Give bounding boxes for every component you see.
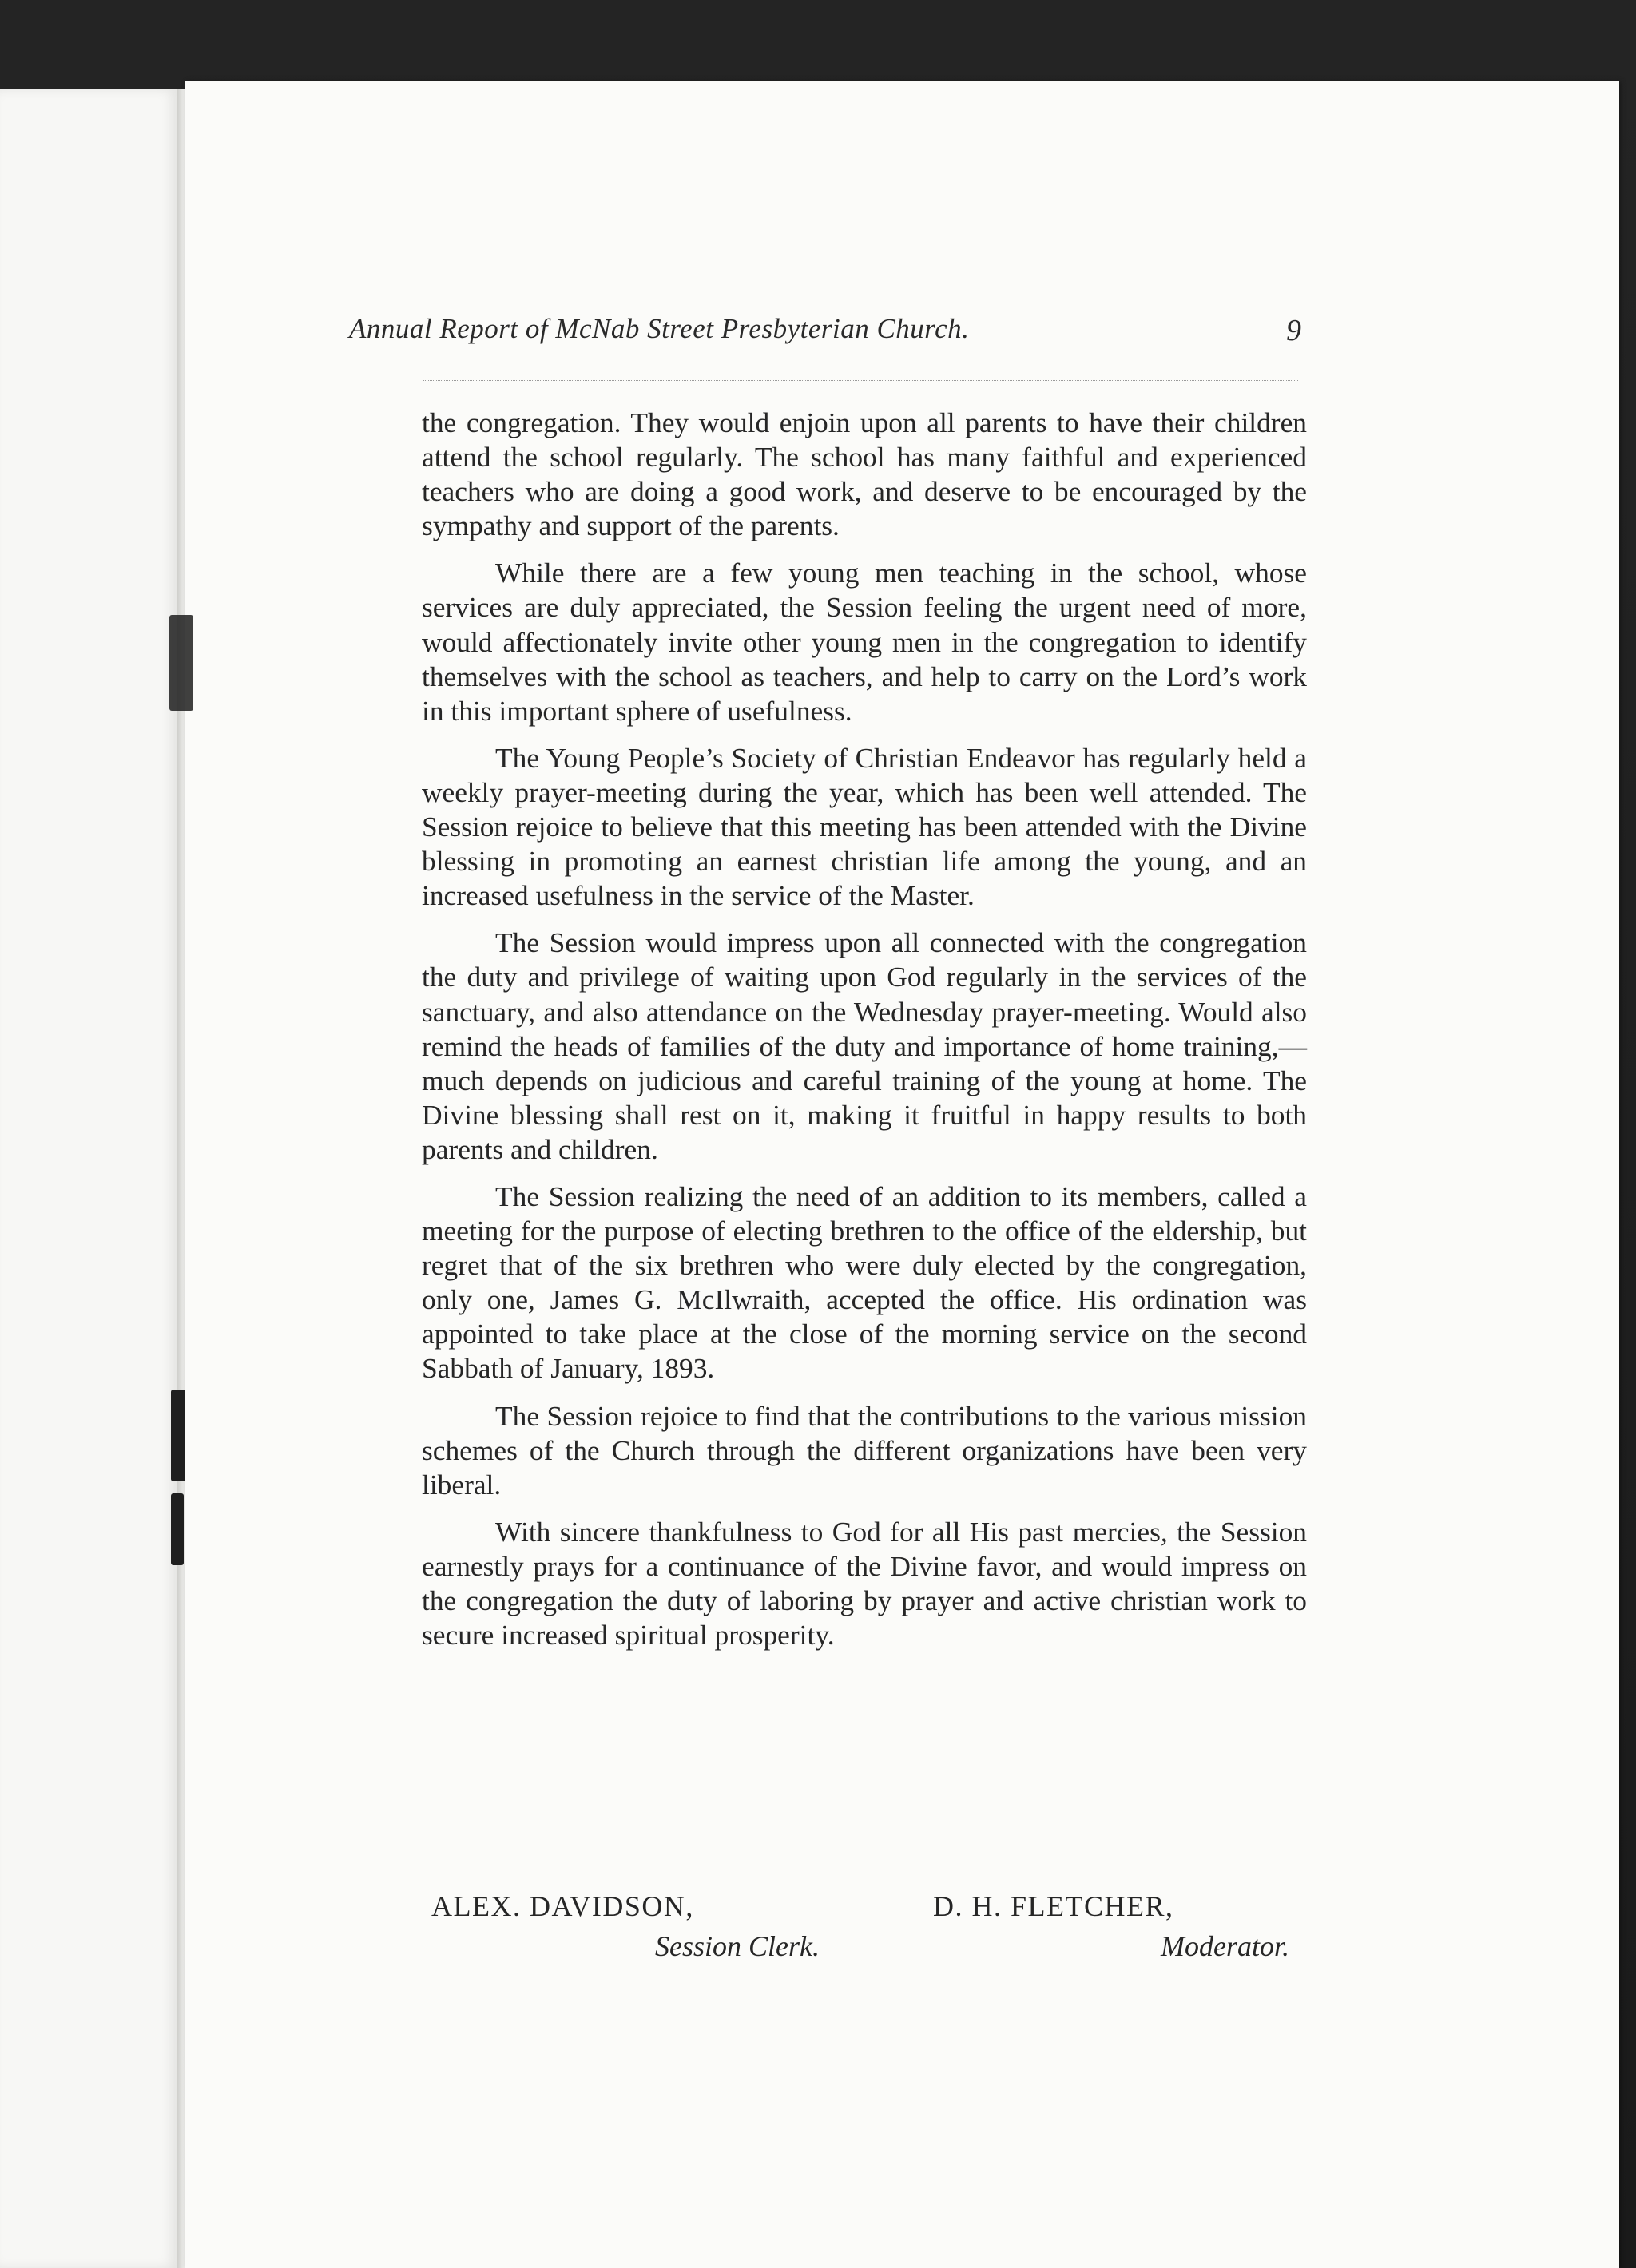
- paragraph-6: The Session rejoice to find that the contributions to the various mission schemes of the Church through the different organizations have been very liberal.: [422, 1399, 1307, 1501]
- binding-mark-3: [171, 1493, 184, 1565]
- paragraph-2: While there are a few young men teaching in the school, whose services are duly appreciated, the Session feeling the urgent need of more, would affectionately invite other young men in the congregation to identify themselves with the school as teachers, and help to carry on the Lord’s work in this important sphere of usefulness.: [422, 557, 1307, 727]
- paragraph-5: The Session realizing the need of an addition to its members, called a meeting for the purpose of electing brethren to the office of the eldership, but regret that of the six brethren who were duly elected by the congregation, only one, James G. McIlwraith, accepted the office. His ordination was appointed to take place at the close of the morning service on the second Sabbath of January, 1893.: [422, 1180, 1307, 1385]
- header-rule: [423, 380, 1298, 381]
- facing-page-edge: [0, 89, 180, 2268]
- binding-mark-1: [169, 615, 193, 711]
- signature-right-title: Moderator.: [1161, 1930, 1289, 1962]
- signature-left-title: Session Clerk.: [655, 1930, 820, 1962]
- signature-right-name: D. H. FLETCHER,: [933, 1890, 1174, 1922]
- paragraph-4: The Session would impress upon all connected with the congregation the duty and privilege of waiting upon God regularly in the services of the sanctuary, and also attendance on the Wednesday prayer-meeting. Would also remind the heads of families of the duty and importance of home training,—much depends on judicious and careful training of the young at home. The Divine blessing shall rest on it, making it fruitful in happy results to both parents and children.: [422, 926, 1307, 1165]
- page-number: 9: [1286, 314, 1301, 347]
- paragraph-7: With sincere thankfulness to God for all His past mercies, the Session earnestly prays for a continuance of the Divine favor, and would impress on the congregation the duty of laboring by prayer and active christian work to secure increased spiritual prosperity.: [422, 1515, 1307, 1651]
- signature-left-name: ALEX. DAVIDSON,: [431, 1890, 694, 1922]
- book-gutter: [177, 89, 185, 2268]
- body-text: [422, 406, 1307, 1652]
- paragraph-3: The Young People’s Society of Christian Endeavor has regularly held a weekly prayer-meeting during the year, which has been well attended. The Session rejoice to believe that this meeting has been attended with the Divine blessing in promoting an earnest christian life among the young, and an increased usefulness in the service of the Master.: [422, 741, 1307, 912]
- paragraph-1: the congregation. They would enjoin upon all parents to have their children attend the school regularly. The school has many faithful and experienced teachers who are doing a good work, and deserve to be encouraged by the sympathy and support of the parents.: [422, 406, 1307, 542]
- binding-mark-2: [171, 1390, 185, 1481]
- running-head: Annual Report of McNab Street Presbyterian Church.: [349, 313, 970, 344]
